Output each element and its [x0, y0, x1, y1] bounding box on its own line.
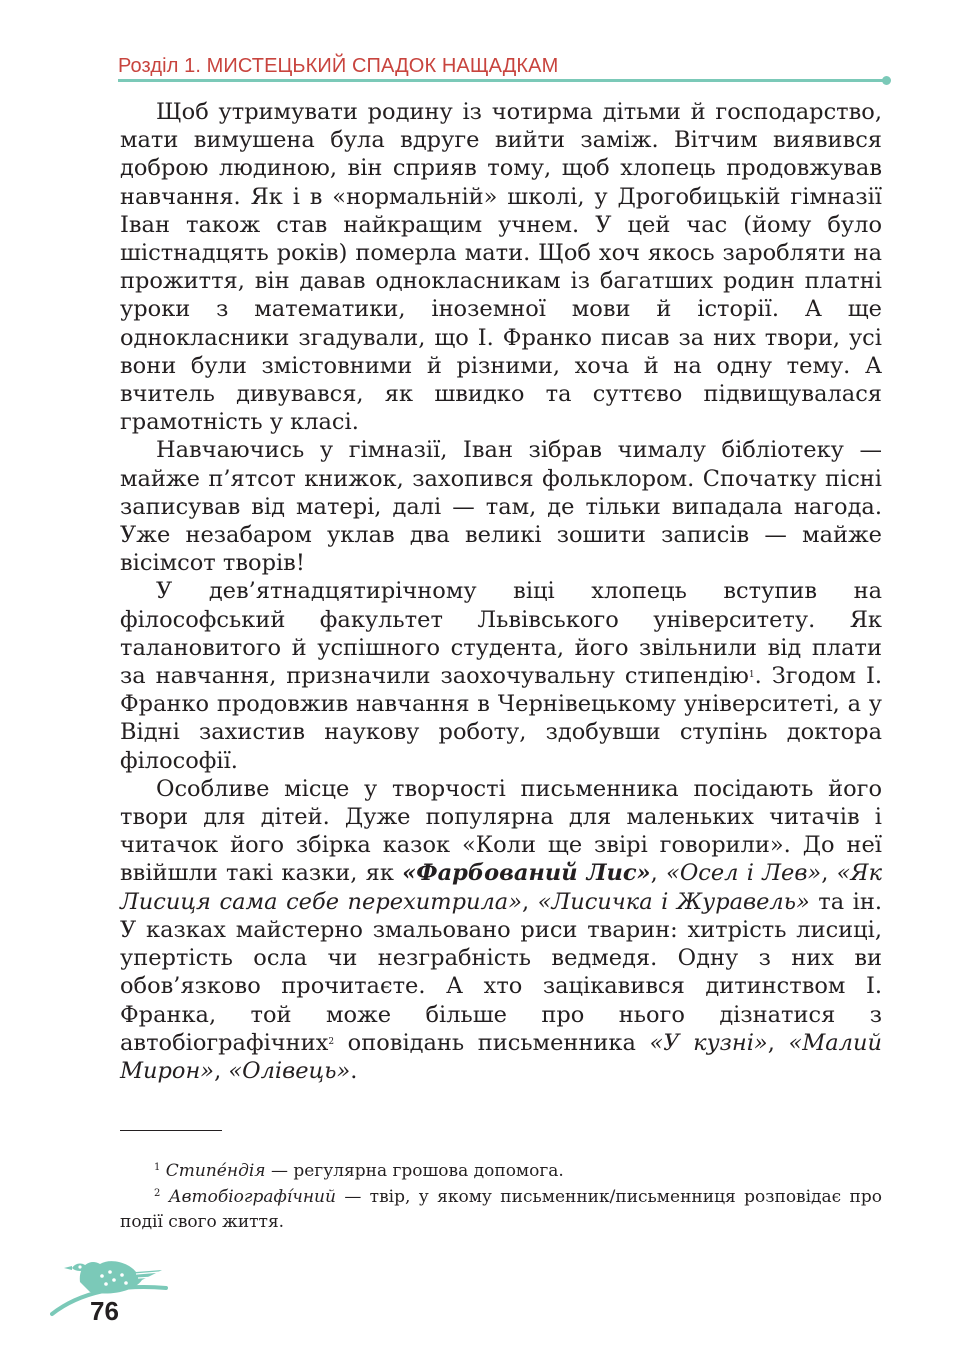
tale-title-2: «Осел і Лев» — [666, 860, 822, 887]
paragraph-4-text-a: Особливе місце у творчості письменника посідають його твори для дітей. Дуже популярна для маленьких читачів і читачок його збірка казок «Коли ще звірі говорили». До неї ввійшли такі казки, як — [120, 775, 882, 887]
separator: , — [821, 860, 837, 887]
header-rule — [118, 79, 883, 82]
paragraph-3-text-a: У дев’ятнадцятирічному віці хлопець вступив на філософський факультет Львівського університету. Як талановитого й успішного студента, його звільнили від плати за навчання, призначили заохочувальну стипендію — [120, 578, 882, 690]
footnote-2 — [120, 1185, 882, 1236]
header-rule-dot — [882, 76, 891, 85]
footnotes — [120, 1159, 882, 1236]
tale-title-4: «Лисичка і Журавель» — [537, 888, 810, 915]
story-title-1: «У кузні» — [649, 1029, 768, 1056]
footnote-ref-1[interactable]: 1 — [748, 670, 755, 681]
footnote-definition: — твір, у якому письменник/письменниця розповідає про події свого життя. — [120, 1186, 882, 1232]
paragraph-3-text-b: . Згодом І. Франко продовжив навчання в Чернівецькому університеті, а у Відні захистив наукову роботу, здобувши ступінь доктора філософії. — [120, 663, 882, 774]
page-number: 76 — [90, 1296, 119, 1326]
separator: , — [214, 1057, 229, 1084]
separator: , — [522, 888, 538, 915]
paragraph-2: Навчаючись у гімназії, Іван зібрав чималу бібліотеку — майже п’ятсот книжок, захопився фольклором. Спочатку пісні записував від матері, далі — там, де тільки випадала нагода. Уже незабаром уклав два великі зошити записів — майже вісімсот творів! — [120, 437, 882, 577]
separator: , — [767, 1029, 789, 1056]
footnote-definition: — регулярна грошова допомога. — [265, 1161, 564, 1181]
story-title-3: «Олівець» — [228, 1057, 351, 1084]
paragraph-4-text-b: та ін. У казках майстерно змальовано риси тварин: хитрість лисиці, упертість осла чи незграбність ведмедя. Одну з них ви обов’язково прочитаєте. А хто зацікавився дитинством І. Франка, той може більше про нього дізнатися з автобіографічних — [120, 888, 883, 1056]
footnote-1 — [120, 1159, 882, 1185]
footnote-term: Автобіографі́чний — [168, 1186, 336, 1207]
tale-title-3: «Як Лисиця сама себе перехитрила» — [120, 860, 883, 915]
footnote-term: Стипе́ндія — [165, 1161, 266, 1181]
separator: , — [650, 860, 667, 887]
paragraph-3 — [120, 577, 882, 774]
period: . — [350, 1057, 358, 1084]
main-text — [120, 98, 882, 1085]
footnote-number: 1 — [154, 1162, 161, 1173]
paragraph-4-text-c: оповідань письменника — [334, 1029, 650, 1056]
paragraph-1: Щоб утримувати родину із чотирма дітьми й господарство, мати вимушена була вдруге вийти заміж. Вітчим виявився доброю людиною, він сприяв тому, щоб хлопець продовжував навчання. Як і в «нормальній» школі, у Дрогобицькій гімназії Іван також став найкращим учнем. У цей час (йому було шістнадцять років) померла мати. Щоб хоч якось заробляти на прожиття, він давав однокласникам із багатших родин платні уроки з математики, іноземної мови й історії. А ще однокласники згадували, що І. Франко писав за них твори, усі вони були змістовними й різними, хоча й на одну тему. А вчитель дивувався, як швидко та суттєво підвищувалася грамотність у класі. — [120, 99, 882, 436]
story-title-2: «Малий Мирон» — [120, 1029, 882, 1084]
footnote-divider — [120, 1130, 222, 1131]
page-header — [118, 55, 878, 83]
paragraph-4 — [120, 775, 882, 1085]
tale-title-1: «Фарбований Лис» — [402, 860, 651, 887]
footnote-number: 2 — [154, 1187, 161, 1199]
section-title: Розділ 1. МИСТЕЦЬКИЙ СПАДОК НАЩАДКАМ — [118, 55, 559, 77]
footnote-ref-2[interactable]: 2 — [328, 1036, 335, 1047]
